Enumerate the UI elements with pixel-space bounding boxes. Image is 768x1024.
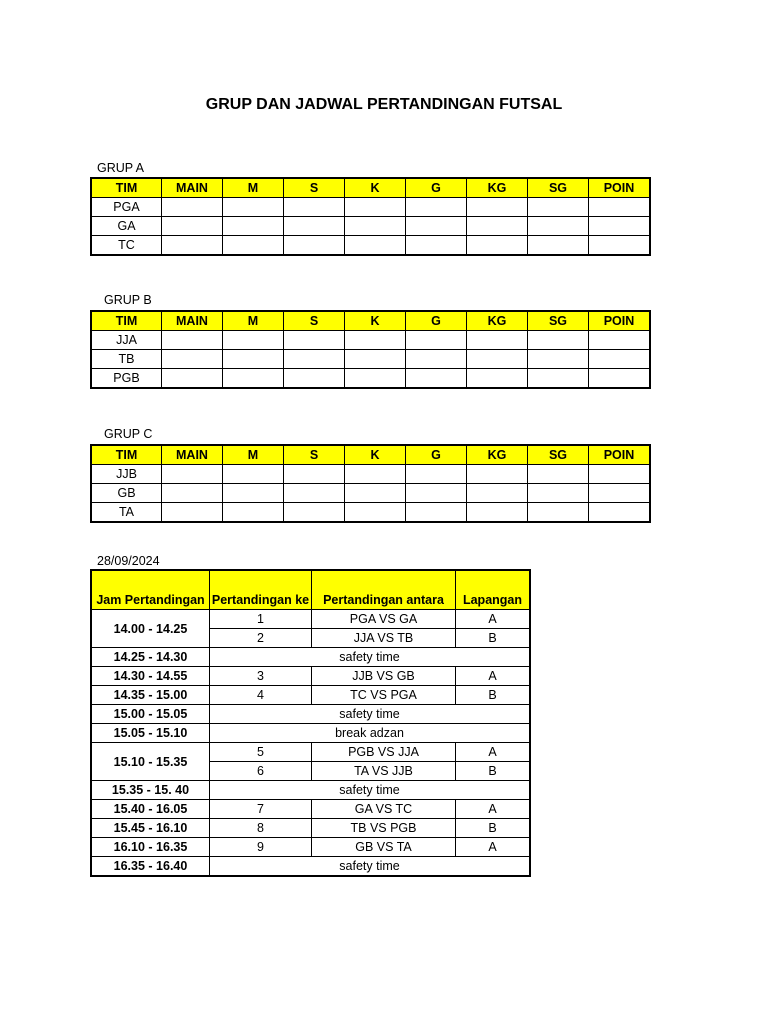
table-header-row	[91, 311, 650, 331]
team-name: TB	[91, 350, 162, 369]
schedule-note: safety time	[210, 781, 531, 800]
schedule-note: safety time	[210, 857, 531, 877]
schedule-row	[91, 857, 530, 877]
table-row	[91, 369, 650, 389]
match-field: B	[456, 819, 531, 838]
schedule-date: 28/09/2024	[97, 554, 160, 568]
match-number: 1	[210, 610, 312, 629]
group-a-label: GRUP A	[97, 161, 145, 175]
col-poin: POIN	[589, 311, 651, 331]
col-sg: SG	[528, 311, 589, 331]
match-number: 8	[210, 819, 312, 838]
table-header-row	[91, 445, 650, 465]
schedule-note: safety time	[210, 705, 531, 724]
match-time: 15.05 - 15.10	[91, 724, 210, 743]
col-main: MAIN	[162, 445, 223, 465]
col-main: MAIN	[162, 311, 223, 331]
col-lapangan: Lapangan	[456, 570, 531, 610]
col-sg: SG	[528, 178, 589, 198]
col-ke: Pertandingan ke	[210, 570, 312, 610]
group-c-label: GRUP C	[104, 427, 153, 441]
match-teams: TC VS PGA	[312, 686, 456, 705]
schedule-row	[91, 724, 530, 743]
col-m: M	[223, 311, 284, 331]
col-antara: Pertandingan antara	[312, 570, 456, 610]
match-field: A	[456, 610, 531, 629]
match-number: 7	[210, 800, 312, 819]
col-tim: TIM	[91, 311, 162, 331]
schedule-row	[91, 686, 530, 705]
table-row	[91, 503, 650, 523]
table-row	[91, 217, 650, 236]
table-row	[91, 465, 650, 484]
team-name: PGA	[91, 198, 162, 217]
page-title: GRUP DAN JADWAL PERTANDINGAN FUTSAL	[205, 96, 563, 113]
col-k: K	[345, 178, 406, 198]
col-s: S	[284, 178, 345, 198]
team-name: JJA	[91, 331, 162, 350]
schedule-row	[91, 705, 530, 724]
match-field: B	[456, 686, 531, 705]
col-g: G	[406, 445, 467, 465]
col-poin: POIN	[589, 445, 651, 465]
col-kg: KG	[467, 311, 528, 331]
group-b-table	[90, 310, 651, 389]
team-name: TC	[91, 236, 162, 256]
schedule-row	[91, 610, 530, 629]
match-number: 9	[210, 838, 312, 857]
match-field: B	[456, 762, 531, 781]
schedule-row	[91, 838, 530, 857]
match-time: 15.45 - 16.10	[91, 819, 210, 838]
table-header-row	[91, 178, 650, 198]
match-teams: GA VS TC	[312, 800, 456, 819]
match-time: 16.10 - 16.35	[91, 838, 210, 857]
col-tim: TIM	[91, 445, 162, 465]
match-teams: GB VS TA	[312, 838, 456, 857]
match-time: 14.30 - 14.55	[91, 667, 210, 686]
col-poin: POIN	[589, 178, 651, 198]
match-number: 3	[210, 667, 312, 686]
match-field: A	[456, 743, 531, 762]
schedule-row	[91, 819, 530, 838]
match-field: B	[456, 629, 531, 648]
match-teams: TA VS JJB	[312, 762, 456, 781]
col-m: M	[223, 445, 284, 465]
schedule-note: break adzan	[210, 724, 531, 743]
col-s: S	[284, 311, 345, 331]
match-time: 14.35 - 15.00	[91, 686, 210, 705]
match-time: 15.10 - 15.35	[91, 743, 210, 781]
match-number: 6	[210, 762, 312, 781]
col-s: S	[284, 445, 345, 465]
match-number: 2	[210, 629, 312, 648]
col-kg: KG	[467, 178, 528, 198]
schedule-row	[91, 667, 530, 686]
table-row	[91, 484, 650, 503]
col-sg: SG	[528, 445, 589, 465]
team-name: PGB	[91, 369, 162, 389]
table-row	[91, 331, 650, 350]
col-k: K	[345, 445, 406, 465]
match-field: A	[456, 838, 531, 857]
team-name: GA	[91, 217, 162, 236]
match-number: 5	[210, 743, 312, 762]
col-m: M	[223, 178, 284, 198]
group-b-label: GRUP B	[104, 293, 152, 307]
team-name: TA	[91, 503, 162, 523]
group-c-table	[90, 444, 651, 523]
schedule-row	[91, 800, 530, 819]
schedule-row	[91, 648, 530, 667]
col-g: G	[406, 178, 467, 198]
schedule-header-row	[91, 570, 530, 610]
match-field: A	[456, 800, 531, 819]
match-teams: TB VS PGB	[312, 819, 456, 838]
match-time: 15.00 - 15.05	[91, 705, 210, 724]
schedule-row	[91, 781, 530, 800]
team-name: JJB	[91, 465, 162, 484]
match-teams: PGB VS JJA	[312, 743, 456, 762]
match-teams: PGA VS GA	[312, 610, 456, 629]
match-teams: JJA VS TB	[312, 629, 456, 648]
col-k: K	[345, 311, 406, 331]
match-time: 15.35 - 15. 40	[91, 781, 210, 800]
table-row	[91, 350, 650, 369]
table-row	[91, 236, 650, 256]
match-time: 16.35 - 16.40	[91, 857, 210, 877]
match-number: 4	[210, 686, 312, 705]
group-a-table	[90, 177, 651, 256]
col-jam: Jam Pertandingan	[91, 570, 210, 610]
schedule-row	[91, 743, 530, 762]
col-g: G	[406, 311, 467, 331]
col-kg: KG	[467, 445, 528, 465]
col-tim: TIM	[91, 178, 162, 198]
match-teams: JJB VS GB	[312, 667, 456, 686]
schedule-table	[90, 569, 531, 877]
table-row	[91, 198, 650, 217]
col-main: MAIN	[162, 178, 223, 198]
match-time: 14.25 - 14.30	[91, 648, 210, 667]
match-time: 14.00 - 14.25	[91, 610, 210, 648]
team-name: GB	[91, 484, 162, 503]
match-time: 15.40 - 16.05	[91, 800, 210, 819]
schedule-note: safety time	[210, 648, 531, 667]
match-field: A	[456, 667, 531, 686]
